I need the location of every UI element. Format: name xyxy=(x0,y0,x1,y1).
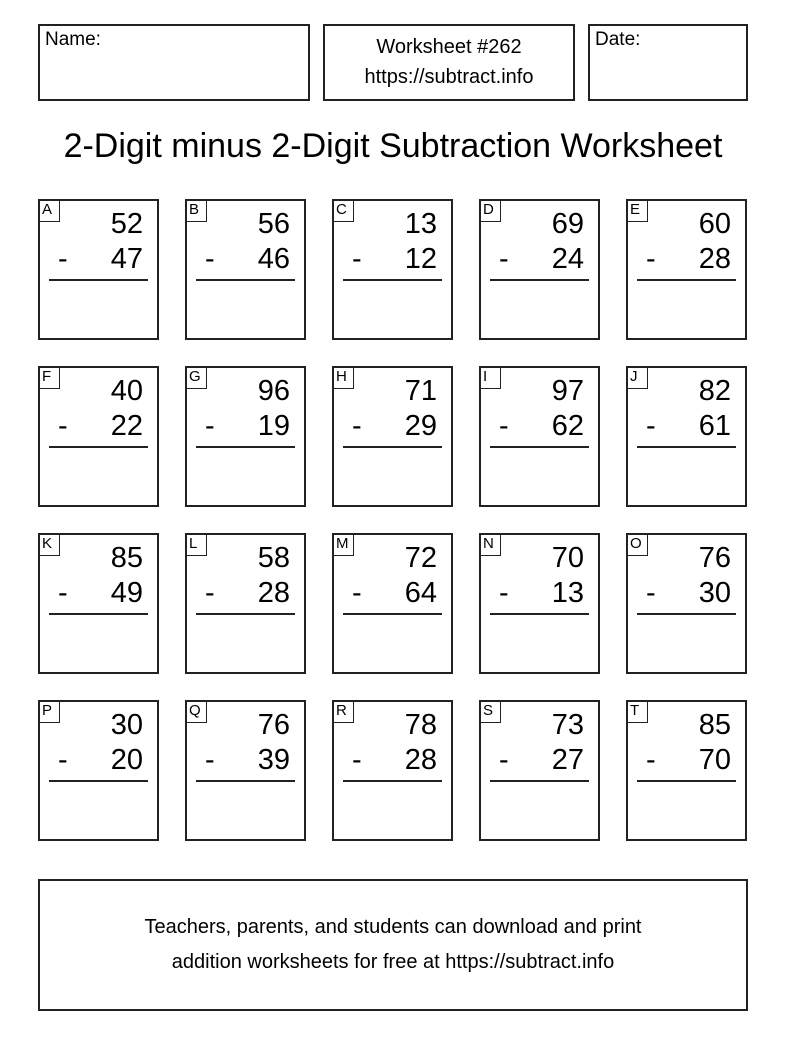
minuend: 56 xyxy=(257,208,290,240)
minus-sign: - xyxy=(499,744,509,776)
name-field[interactable] xyxy=(38,24,310,101)
answer-line xyxy=(196,279,295,281)
minuend: 40 xyxy=(110,375,143,407)
problem-letter: C xyxy=(333,200,354,222)
date-label: Date: xyxy=(595,29,641,50)
minuend: 69 xyxy=(551,208,584,240)
problem-letter: Q xyxy=(186,701,207,723)
minus-sign: - xyxy=(352,410,362,442)
problem-letter: M xyxy=(333,534,354,556)
answer-line xyxy=(196,780,295,782)
subtrahend: 28 xyxy=(698,243,731,275)
problem-letter: H xyxy=(333,367,354,389)
answer-line xyxy=(343,446,442,448)
problem-letter: T xyxy=(627,701,648,723)
footer-line-1: Teachers, parents, and students can download and print xyxy=(144,916,642,938)
answer-line xyxy=(343,279,442,281)
minus-sign: - xyxy=(58,243,68,275)
minus-sign: - xyxy=(499,410,509,442)
problem-letter: E xyxy=(627,200,648,222)
subtrahend: 28 xyxy=(257,577,290,609)
minus-sign: - xyxy=(205,410,215,442)
answer-line xyxy=(637,780,736,782)
problem-card[interactable] xyxy=(185,700,306,841)
answer-line xyxy=(637,446,736,448)
minuend: 60 xyxy=(698,208,731,240)
problem-letter: P xyxy=(39,701,60,723)
worksheet-number: Worksheet #262 xyxy=(376,36,522,58)
minus-sign: - xyxy=(205,744,215,776)
minus-sign: - xyxy=(58,744,68,776)
problem-letter: R xyxy=(333,701,354,723)
problem-letter: G xyxy=(186,367,207,389)
minuend: 97 xyxy=(551,375,584,407)
answer-line xyxy=(49,613,148,615)
minus-sign: - xyxy=(499,243,509,275)
subtrahend: 49 xyxy=(110,577,143,609)
subtrahend: 28 xyxy=(404,744,437,776)
subtrahend: 22 xyxy=(110,410,143,442)
problem-card[interactable] xyxy=(38,533,159,674)
subtrahend: 39 xyxy=(257,744,290,776)
subtrahend: 30 xyxy=(698,577,731,609)
answer-line xyxy=(49,446,148,448)
footer-box xyxy=(38,879,748,1011)
problem-card[interactable] xyxy=(332,700,453,841)
minus-sign: - xyxy=(205,243,215,275)
subtrahend: 46 xyxy=(257,243,290,275)
minuend: 52 xyxy=(110,208,143,240)
problem-card[interactable] xyxy=(626,366,747,507)
subtrahend: 64 xyxy=(404,577,437,609)
page-title: 2-Digit minus 2-Digit Subtraction Worksheet xyxy=(63,127,723,165)
minuend: 30 xyxy=(110,709,143,741)
subtrahend: 47 xyxy=(110,243,143,275)
minus-sign: - xyxy=(646,243,656,275)
problem-letter: K xyxy=(39,534,60,556)
problem-card[interactable] xyxy=(332,366,453,507)
minuend: 58 xyxy=(257,542,290,574)
problem-card[interactable] xyxy=(38,700,159,841)
answer-line xyxy=(343,780,442,782)
minuend: 76 xyxy=(257,709,290,741)
problem-card[interactable] xyxy=(38,366,159,507)
answer-line xyxy=(490,279,589,281)
problem-letter: L xyxy=(186,534,207,556)
problem-card[interactable] xyxy=(626,199,747,340)
minuend: 96 xyxy=(257,375,290,407)
footer-line-2: addition worksheets for free at https://subtract.info xyxy=(171,951,615,973)
problem-letter: N xyxy=(480,534,501,556)
problem-letter: F xyxy=(39,367,60,389)
subtrahend: 27 xyxy=(551,744,584,776)
problem-card[interactable] xyxy=(38,199,159,340)
subtrahend: 62 xyxy=(551,410,584,442)
minus-sign: - xyxy=(205,577,215,609)
minuend: 78 xyxy=(404,709,437,741)
subtrahend: 13 xyxy=(551,577,584,609)
problem-card[interactable] xyxy=(185,366,306,507)
minus-sign: - xyxy=(499,577,509,609)
worksheet-info-box xyxy=(323,24,575,101)
problem-card[interactable] xyxy=(185,533,306,674)
minuend: 85 xyxy=(110,542,143,574)
problem-letter: I xyxy=(480,367,501,389)
worksheet-url: https://subtract.info xyxy=(364,66,534,88)
minus-sign: - xyxy=(352,577,362,609)
date-field[interactable] xyxy=(588,24,748,101)
problem-letter: S xyxy=(480,701,501,723)
answer-line xyxy=(637,279,736,281)
problem-letter: O xyxy=(627,534,648,556)
answer-line xyxy=(490,780,589,782)
problem-card[interactable] xyxy=(479,199,600,340)
subtrahend: 19 xyxy=(257,410,290,442)
subtrahend: 20 xyxy=(110,744,143,776)
problem-card[interactable] xyxy=(479,700,600,841)
minuend: 76 xyxy=(698,542,731,574)
subtrahend: 70 xyxy=(698,744,731,776)
problem-card[interactable] xyxy=(185,199,306,340)
minuend: 85 xyxy=(698,709,731,741)
minuend: 71 xyxy=(404,375,437,407)
problem-letter: B xyxy=(186,200,207,222)
subtrahend: 61 xyxy=(698,410,731,442)
subtrahend: 24 xyxy=(551,243,584,275)
problem-letter: D xyxy=(480,200,501,222)
problem-card[interactable] xyxy=(479,533,600,674)
answer-line xyxy=(196,613,295,615)
minuend: 72 xyxy=(404,542,437,574)
problem-card[interactable] xyxy=(332,533,453,674)
problem-card[interactable] xyxy=(479,366,600,507)
answer-line xyxy=(196,446,295,448)
problem-letter: J xyxy=(627,367,648,389)
name-label: Name: xyxy=(45,29,101,50)
problem-card[interactable] xyxy=(626,700,747,841)
minuend: 70 xyxy=(551,542,584,574)
answer-line xyxy=(490,446,589,448)
answer-line xyxy=(49,780,148,782)
problem-card[interactable] xyxy=(332,199,453,340)
problem-card[interactable] xyxy=(626,533,747,674)
answer-line xyxy=(343,613,442,615)
minuend: 82 xyxy=(698,375,731,407)
minus-sign: - xyxy=(58,410,68,442)
subtrahend: 12 xyxy=(404,243,437,275)
minus-sign: - xyxy=(58,577,68,609)
minus-sign: - xyxy=(352,243,362,275)
minuend: 73 xyxy=(551,709,584,741)
minus-sign: - xyxy=(646,410,656,442)
answer-line xyxy=(490,613,589,615)
answer-line xyxy=(637,613,736,615)
answer-line xyxy=(49,279,148,281)
minus-sign: - xyxy=(646,577,656,609)
problem-letter: A xyxy=(39,200,60,222)
minus-sign: - xyxy=(352,744,362,776)
minuend: 13 xyxy=(404,208,437,240)
subtrahend: 29 xyxy=(404,410,437,442)
minus-sign: - xyxy=(646,744,656,776)
